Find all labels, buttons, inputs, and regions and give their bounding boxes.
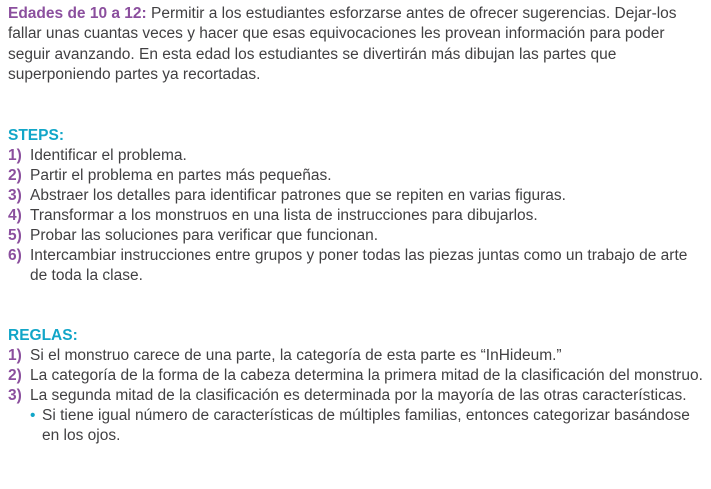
step-text: Abstraer los detalles para identificar patrones que se repiten en varias figuras. xyxy=(30,187,566,205)
rule-number: 3) xyxy=(8,387,22,405)
reglas-list xyxy=(8,346,704,446)
rule-text: Si el monstruo carece de una parte, la categoría de esta parte es “InHideum.” xyxy=(30,347,562,365)
rule-item xyxy=(8,346,704,366)
step-text: Probar las soluciones para verificar que funcionan. xyxy=(30,227,379,245)
step-number: 5) xyxy=(8,227,22,245)
rule-item xyxy=(8,366,704,386)
step-item xyxy=(8,166,704,186)
rule-subitem-text: Si tiene igual número de características de múltiples familias, entonces categorizar basándose en los ojos. xyxy=(42,407,690,445)
step-item xyxy=(8,226,704,246)
step-text: Partir el problema en partes más pequeñas. xyxy=(30,167,332,185)
rule-text: La categoría de la forma de la cabeza determina la primera mitad de la clasificación del monstruo. xyxy=(30,367,703,385)
step-item xyxy=(8,146,704,166)
age-range-label: Edades de 10 a 12: xyxy=(8,5,147,22)
intro-paragraph xyxy=(8,4,704,85)
step-number: 6) xyxy=(8,247,22,265)
step-number: 2) xyxy=(8,167,22,185)
rule-subitem xyxy=(30,406,704,446)
step-item xyxy=(8,246,704,286)
steps-list xyxy=(8,146,704,286)
step-number: 1) xyxy=(8,147,22,165)
step-number: 3) xyxy=(8,187,22,205)
intro-text: Permitir a los estudiantes esforzarse antes de ofrecer sugerencias. Dejar-los fallar unas cuantas veces y hacer que esas equivocaciones les provean información para poder seguir avanzando. En esta edad los estudiantes se divertirán más dibujan las partes que superponiendo partes ya recortadas. xyxy=(8,5,677,83)
rule-number: 2) xyxy=(8,367,22,385)
step-number: 4) xyxy=(8,207,22,225)
step-item xyxy=(8,206,704,226)
rule-text: La segunda mitad de la clasificación es determinada por la mayoría de las otras características. xyxy=(30,387,687,405)
rule-number: 1) xyxy=(8,347,22,365)
reglas-heading: REGLAS: xyxy=(8,327,78,345)
bullet-icon: • xyxy=(30,407,36,425)
steps-heading: STEPS: xyxy=(8,127,64,145)
rule-item xyxy=(8,386,704,446)
step-text: Identificar el problema. xyxy=(30,147,187,165)
document-page xyxy=(8,4,704,446)
step-text: Intercambiar instrucciones entre grupos y poner todas las piezas juntas como un trabajo de arte de toda la clase. xyxy=(30,247,688,285)
step-item xyxy=(8,186,704,206)
step-text: Transformar a los monstruos en una lista de instrucciones para dibujarlos. xyxy=(30,207,538,225)
